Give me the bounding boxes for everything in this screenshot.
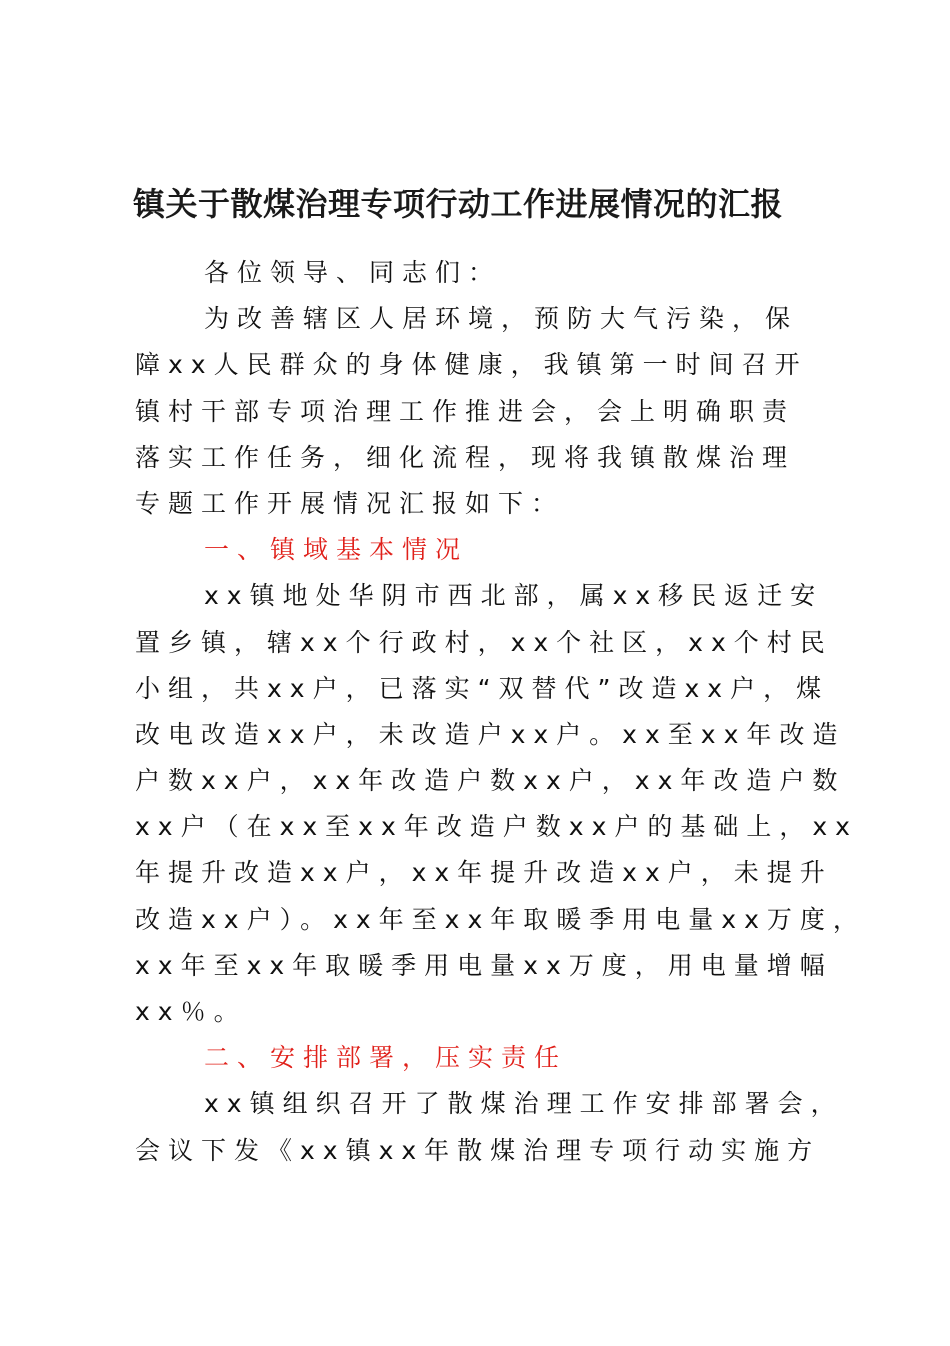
paragraph-line: xx％。 [135,997,247,1026]
paragraph-line: 专题工作开展情况汇报如下： [135,488,565,518]
paragraph-line: xx镇组织召开了散煤治理工作安排部署会， [204,1089,844,1119]
paragraph-line: xx户（在xx至xx年改造户数xx户的基础上，xx [135,812,858,842]
section-heading: 二、安排部署，压实责任 [204,1043,568,1073]
paragraph-line: 为改善辖区人居环境，预防大气污染，保 [204,304,799,334]
document-body [135,250,866,1174]
paragraph-line: 改电改造xx户，未改造户xx户。xx至xx年改造 [135,719,846,749]
paragraph-line: 年提升改造xx户，xx年提升改造xx户，未提升 [135,858,833,888]
paragraph-line: 户数xx户，xx年改造户数xx户，xx年改造户数 [135,766,846,796]
paragraph-line: 镇村干部专项治理工作推进会，会上明确职责 [135,396,796,426]
paragraph-line: 会议下发《xx镇xx年散煤治理专项行动实施方 [135,1135,821,1165]
document-title: 镇关于散煤治理专项行动工作进展情况的汇报 [133,185,784,223]
paragraph-line: xx年至xx年取暖季用电量xx万度，用电量增幅 [135,950,833,980]
paragraph-line: 障xx人民群众的身体健康，我镇第一时间召开 [135,350,808,380]
paragraph-line: 各位领导、同志们： [204,258,502,287]
paragraph-line: 改造xx户）。xx年至xx年取暖季用电量xx万度， [135,904,866,934]
paragraph-line: xx镇地处华阴市西北部，属xx移民返迁安 [204,581,824,611]
paragraph-line: 落实工作任务，细化流程，现将我镇散煤治理 [135,442,796,472]
paragraph-line: 小组，共xx户，已落实“双替代”改造xx户，煤 [135,673,830,703]
paragraph-line: 置乡镇，辖xx个行政村，xx个社区，xx个村民 [135,627,833,657]
section-heading: 一、镇域基本情况 [204,535,469,565]
